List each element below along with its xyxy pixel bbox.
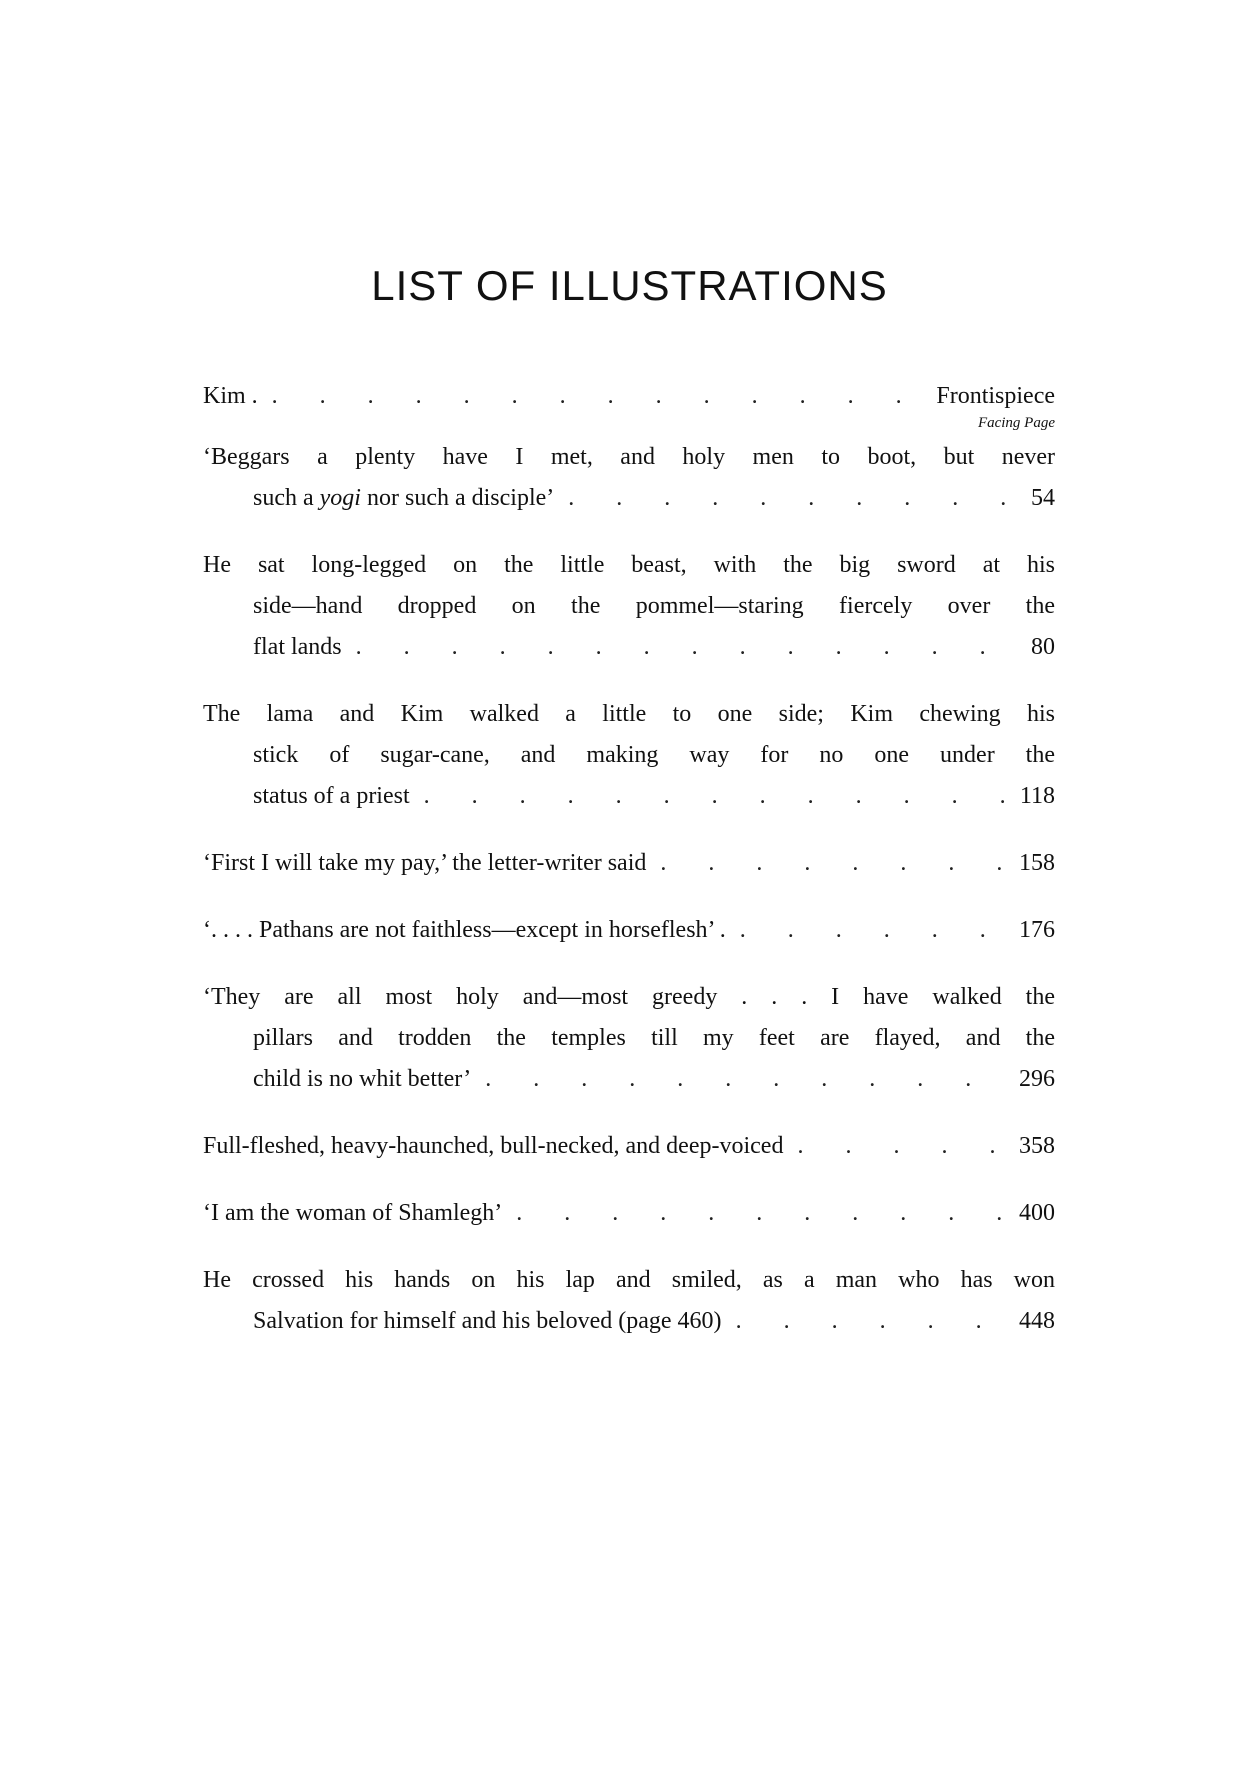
list-item — [203, 694, 1055, 817]
entry-page: 448 — [1019, 1308, 1055, 1334]
entry-caption-line: child is no whit better’ — [253, 1066, 472, 1092]
list-item — [203, 1260, 1055, 1342]
entry-caption-line: ‘They are all most holy and—most greedy . . . I have walked the — [203, 984, 1055, 1010]
dot-leader — [568, 478, 1007, 519]
entry-page: 358 — [1019, 1133, 1055, 1159]
dot-leader — [797, 1126, 1007, 1167]
entry-caption-line: such a yogi nor such a disciple’ — [253, 485, 555, 511]
entry-caption: Kim . — [203, 383, 258, 409]
list-item — [203, 1193, 1055, 1234]
facing-page-label: Facing Page — [977, 415, 1055, 431]
entry-caption-line: He sat long-legged on the little beast, with the big sword at his — [203, 552, 1055, 578]
dot-leader — [424, 776, 1007, 817]
entry-caption: ‘First I will take my pay,’ the letter-writer said — [203, 850, 647, 876]
list-item — [203, 1126, 1055, 1167]
dot-leader — [740, 910, 1007, 951]
dot-leader — [660, 843, 1007, 884]
entry-caption-line: flat lands — [253, 634, 342, 660]
dot-leader — [272, 376, 929, 417]
entry-caption-line: status of a priest — [253, 783, 410, 809]
entry-caption-line: stick of sugar-cane, and making way for no one under the — [253, 742, 1055, 768]
entry-caption: ‘I am the woman of Shamlegh’ — [203, 1200, 503, 1226]
entry-caption: Full-fleshed, heavy-haunched, bull-necked, and deep-voiced — [203, 1133, 784, 1159]
list-item — [203, 977, 1055, 1100]
list-item — [203, 910, 1055, 951]
entry-caption-line: pillars and trodden the temples till my feet are flayed, and the — [253, 1025, 1055, 1051]
entry-page: 118 — [1019, 783, 1055, 809]
entry-caption: ‘. . . . Pathans are not faithless—except in horseflesh’ . — [203, 917, 726, 943]
list-item — [203, 545, 1055, 668]
entry-page: 54 — [1031, 485, 1055, 511]
entry-caption-line: side—hand dropped on the pommel—staring fiercely over the — [253, 593, 1055, 619]
dot-leader — [736, 1301, 1007, 1342]
page-title: LIST OF ILLUSTRATIONS — [371, 262, 888, 309]
entry-page: 400 — [1019, 1200, 1055, 1226]
list-item — [203, 843, 1055, 884]
dot-leader — [485, 1059, 1007, 1100]
illustrations-list — [203, 376, 1055, 1342]
dot-leader — [356, 627, 1007, 668]
entry-caption-line: ‘Beggars a plenty have I met, and holy men to boot, but never — [203, 444, 1055, 470]
list-item — [203, 437, 1055, 519]
dot-leader — [516, 1193, 1007, 1234]
entry-page: 296 — [1019, 1066, 1055, 1092]
entry-page: 80 — [1031, 634, 1055, 660]
entry-page: 176 — [1019, 917, 1055, 943]
entry-page: Frontispiece — [936, 383, 1055, 409]
list-item — [203, 376, 1055, 417]
entry-caption-line: Salvation for himself and his beloved (page 460) — [253, 1308, 722, 1334]
entry-caption-line: He crossed his hands on his lap and smiled, as a man who has won — [203, 1267, 1055, 1293]
entry-caption-line: The lama and Kim walked a little to one side; Kim chewing his — [203, 701, 1055, 727]
entry-page: 158 — [1019, 850, 1055, 876]
